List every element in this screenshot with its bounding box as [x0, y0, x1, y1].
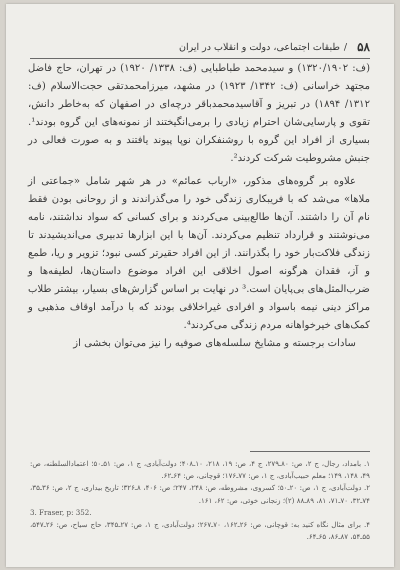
paragraph: علاوه بر گروه‌های مذکور، «ارباب عمائم» در هر شهر شامل «جماعتی از ملاها» می‌شد که با فریبکاری زندگی خود را می‌گذراندند و از روحانی بودن فقط نام آن را داشتند. آن‌ها طالع‌بینی می‌کردند و برای کسانی که سواد نداشتند، نامه می‌نوشتند و قرارداد تنظیم می‌کردند. آن‌ها با این ابزارها تدبیری می‌اندیشیدند تا زندگی فلاکت‌بار خود را بگذرانند. از این افراد حقیرتر کسی نبود؛ تزویر و ریا، طمع و آز، فقدان هرگونه اصول اخلاقی این افراد موضوع داستان‌ها، لطیفه‌ها و ضرب‌المثل‌های بی‌پایان است.³ در نهایت بر اساس گزارش‌های بسیار، بیشتر طلاب مراکز دینی نیمه باسواد و افرادی غیراخلاقی بودند که با درآمد اوقاف مذهبی و کمک‌های خیرخواهانه مردم زندگی می‌کردند⁴.: [28, 175, 370, 332]
running-title: طبقات اجتماعی، دولت و انقلاب در ایران: [179, 41, 340, 53]
footnote: ۱. بامداد، رجال، ج ۲، ص: ۸۰ـ۲۷۹، ج ۴، ص: ۱۹، ۲۱۸، ۱۰ـ۴۰۸؛ دولت‌آبادی، ج ۱، ص: ۵۱ـ۵۰؛ اعتمادالسلطنه، ص: ۴۹، ۱۴۸، ۱۴۹؛ معلم حبیب‌آبادی، ج ۱، ص: ۷۷ـ۱۷۶؛ قوچانی، ص: ۶۴ـ۶۲.: [30, 459, 371, 481]
paragraph: سادات برجسته و مشایخ سلسله‌های صوفیه را نیز می‌توان بخشی از: [73, 338, 356, 350]
header-rule: [30, 58, 370, 59]
header-separator: /: [343, 41, 348, 53]
paragraph: (ف: ۱۳۲۰/۱۹۰۲) و سیدمحمد طباطبایی (ف: ۱۳۳۸/ ۱۹۲۰) در تهران، حاج فاضل مجتهد خراسانی (ف: ۱۳۴۲/ ۱۹۲۳) در مشهد، میرزامحمدتقی حجت‌الاسلام (ف: ۱۳۱۲/ ۱۸۹۴) در تبریز و آقاسیدمحمدباقر درچه‌ای در اصفهان که به‌خاطر دانش، تقوی و پارسایی‌شان احترام زیادی را برمی‌انگیختند از نمونه‌های این گروه بودند¹. بسیاری از افراد این گروه با روشنفکران نوپا پیوند یافتند و به صورت فعالی در جنبش مشروطیت شرکت کردند².: [28, 63, 371, 165]
footnote: ۲. دولت‌آبادی، ج ۱، ص: ۲۰ـ۵۰؛ کسروی، مشروطه، ص: ۲۴۸، ۲۴۷؛ ص: ۴۰۶، ۸ـ۳۲۶؛ تاریخ بیداری، ج ۲، ص: ۳۶ـ۳۵، ۷۴ـ۳۲، ۷۰ـ۷۱، ۸۱، ۸۹ـ۸۸ (۲)؛ زنجانی خوئی، ص: ۶۲، ۱۶۱.: [30, 483, 371, 505]
footnotes: [30, 458, 370, 562]
footnote: ۴. برای مثال نگاه کنید به: قوچانی، ص: ۲۶ـ۱۶۲، ۷۰ـ۲۶۷؛ دولت‌آبادی، ج ۱، ص: ۲۷ـ۳۴۵، حاج سیاح، ص: ۲۶ـ۵۴۷، ۵۵ـ۵۴، ۸۷ـ۸۶، ۶۵ـ۶۴.: [30, 520, 371, 542]
page-number: ۵۸: [357, 40, 370, 54]
footnote-rule: [250, 451, 370, 452]
body-text: [28, 60, 370, 444]
running-header: [30, 38, 370, 56]
footnote: 3. Fraser, p: 352.: [30, 507, 92, 517]
book-page: [6, 4, 394, 567]
